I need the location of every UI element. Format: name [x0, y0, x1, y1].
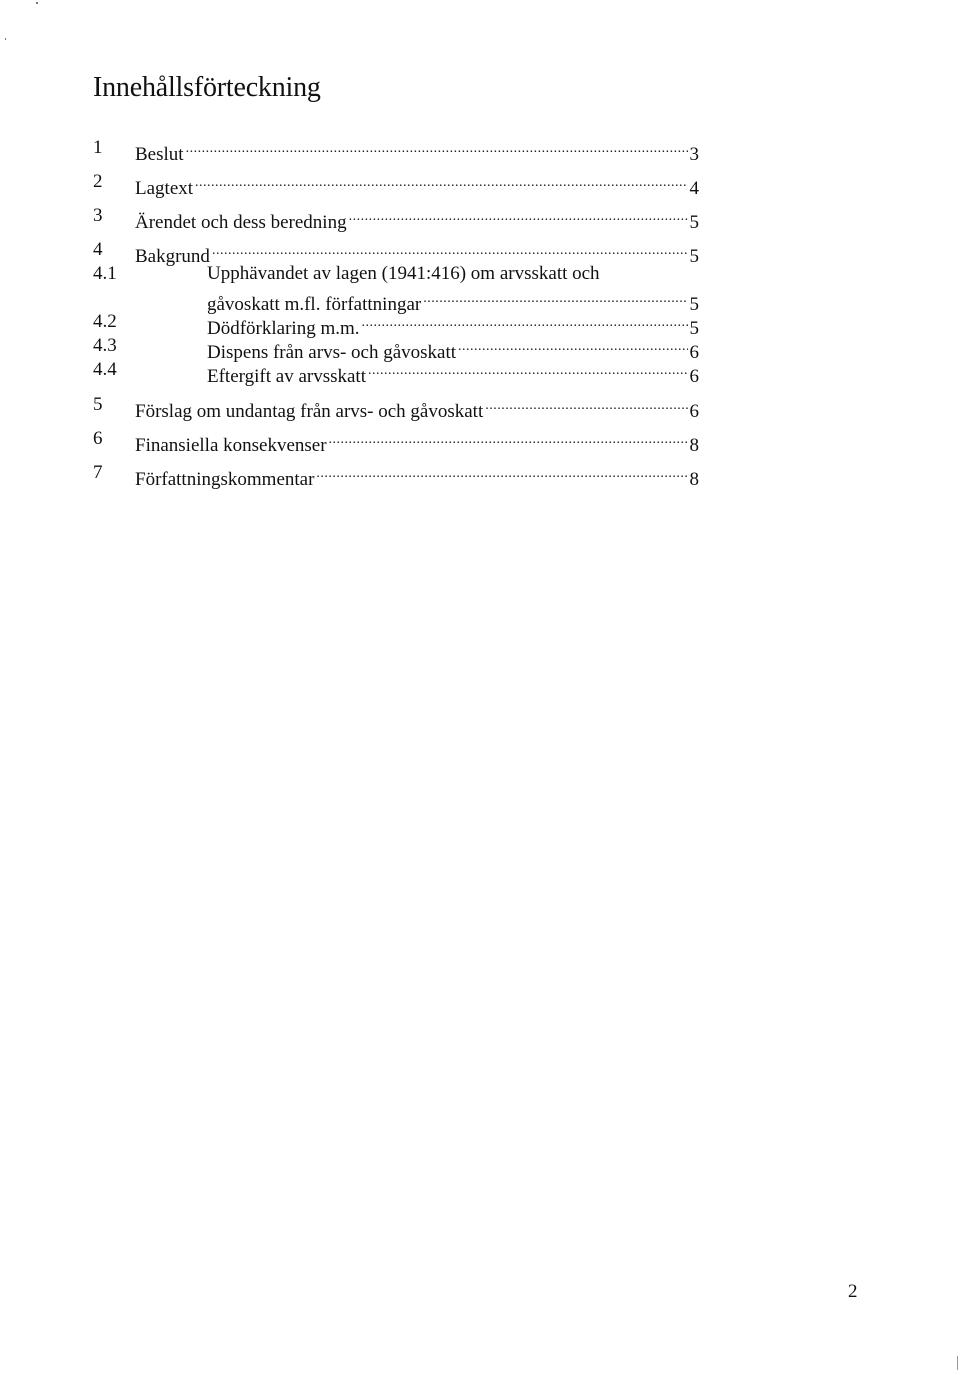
- entry-number: 4.2: [93, 311, 117, 332]
- entry-label: Bakgrund: [135, 246, 210, 267]
- entry-page: 4: [689, 178, 699, 199]
- entry-label: Beslut: [135, 144, 184, 165]
- entry-page: 6: [689, 342, 699, 363]
- entry-number: 7: [93, 462, 103, 483]
- entry-label: Finansiella konsekvenser: [135, 435, 327, 456]
- toc-entry-4-1[interactable]: [93, 286, 699, 315]
- entry-number: 4.4: [93, 359, 117, 380]
- entry-page: 3: [689, 144, 699, 165]
- entry-label: Ärendet och dess beredning: [135, 212, 347, 233]
- dot-leader: [362, 310, 688, 334]
- dot-leader: [458, 334, 687, 358]
- entry-label: Dödförklaring m.m.: [207, 318, 360, 339]
- dot-leader: [368, 358, 688, 382]
- entry-number: 4.1: [93, 263, 117, 284]
- scan-speck: [36, 2, 38, 4]
- entry-label: Förslag om undantag från arvs- och gåvoskatt: [135, 401, 484, 422]
- dot-leader: [423, 286, 687, 310]
- entry-page: 5: [689, 246, 699, 267]
- entry-page: 6: [689, 366, 699, 387]
- dot-leader: [186, 136, 688, 160]
- toc-entry-4-3[interactable]: [93, 334, 699, 363]
- toc-entry-5[interactable]: [93, 393, 699, 422]
- dot-leader: [329, 427, 688, 451]
- toc-entry-3[interactable]: [93, 204, 699, 233]
- toc-entry-4-1-first-line[interactable]: [93, 262, 699, 286]
- dot-leader: [349, 204, 688, 228]
- entry-page: 6: [689, 401, 699, 422]
- entry-number: 2: [93, 171, 103, 192]
- entry-page: 8: [689, 435, 699, 456]
- entry-number: 1: [93, 137, 103, 158]
- entry-number: 6: [93, 428, 103, 449]
- toc-entry-6[interactable]: [93, 427, 699, 456]
- toc-entry-2[interactable]: [93, 170, 699, 199]
- toc-entry-4-4[interactable]: [93, 358, 699, 387]
- entry-number: 4.3: [93, 335, 117, 356]
- footer-page-number: 2: [848, 1281, 858, 1302]
- entry-page: 5: [689, 318, 699, 339]
- entry-label: Författningskommentar: [135, 469, 315, 490]
- dot-leader: [195, 170, 687, 194]
- entry-number: 5: [93, 394, 103, 415]
- toc-entry-4-2[interactable]: [93, 310, 699, 339]
- toc-entry-4[interactable]: [93, 238, 699, 267]
- scan-speck: [5, 38, 6, 40]
- dot-leader: [316, 461, 687, 485]
- entry-label: Dispens från arvs- och gåvoskatt: [207, 342, 457, 363]
- entry-number: 3: [93, 205, 103, 226]
- entry-label: Eftergift av arvsskatt: [207, 366, 366, 387]
- dot-leader: [212, 238, 688, 262]
- entry-label: gåvoskatt m.fl. författningar: [207, 294, 422, 315]
- entry-page: 5: [689, 212, 699, 233]
- toc-entry-1[interactable]: [93, 136, 699, 165]
- entry-page: 5: [689, 294, 699, 315]
- entry-label: Lagtext: [135, 178, 194, 199]
- dot-leader: [485, 393, 687, 417]
- scan-mark: [957, 1356, 958, 1370]
- entry-label-line1: Upphävandet av lagen (1941:416) om arvsskatt och: [207, 263, 600, 284]
- entry-number: 4: [93, 239, 103, 260]
- toc-entry-7[interactable]: [93, 461, 699, 490]
- page-title: Innehållsförteckning: [93, 72, 321, 103]
- entry-page: 8: [689, 469, 699, 490]
